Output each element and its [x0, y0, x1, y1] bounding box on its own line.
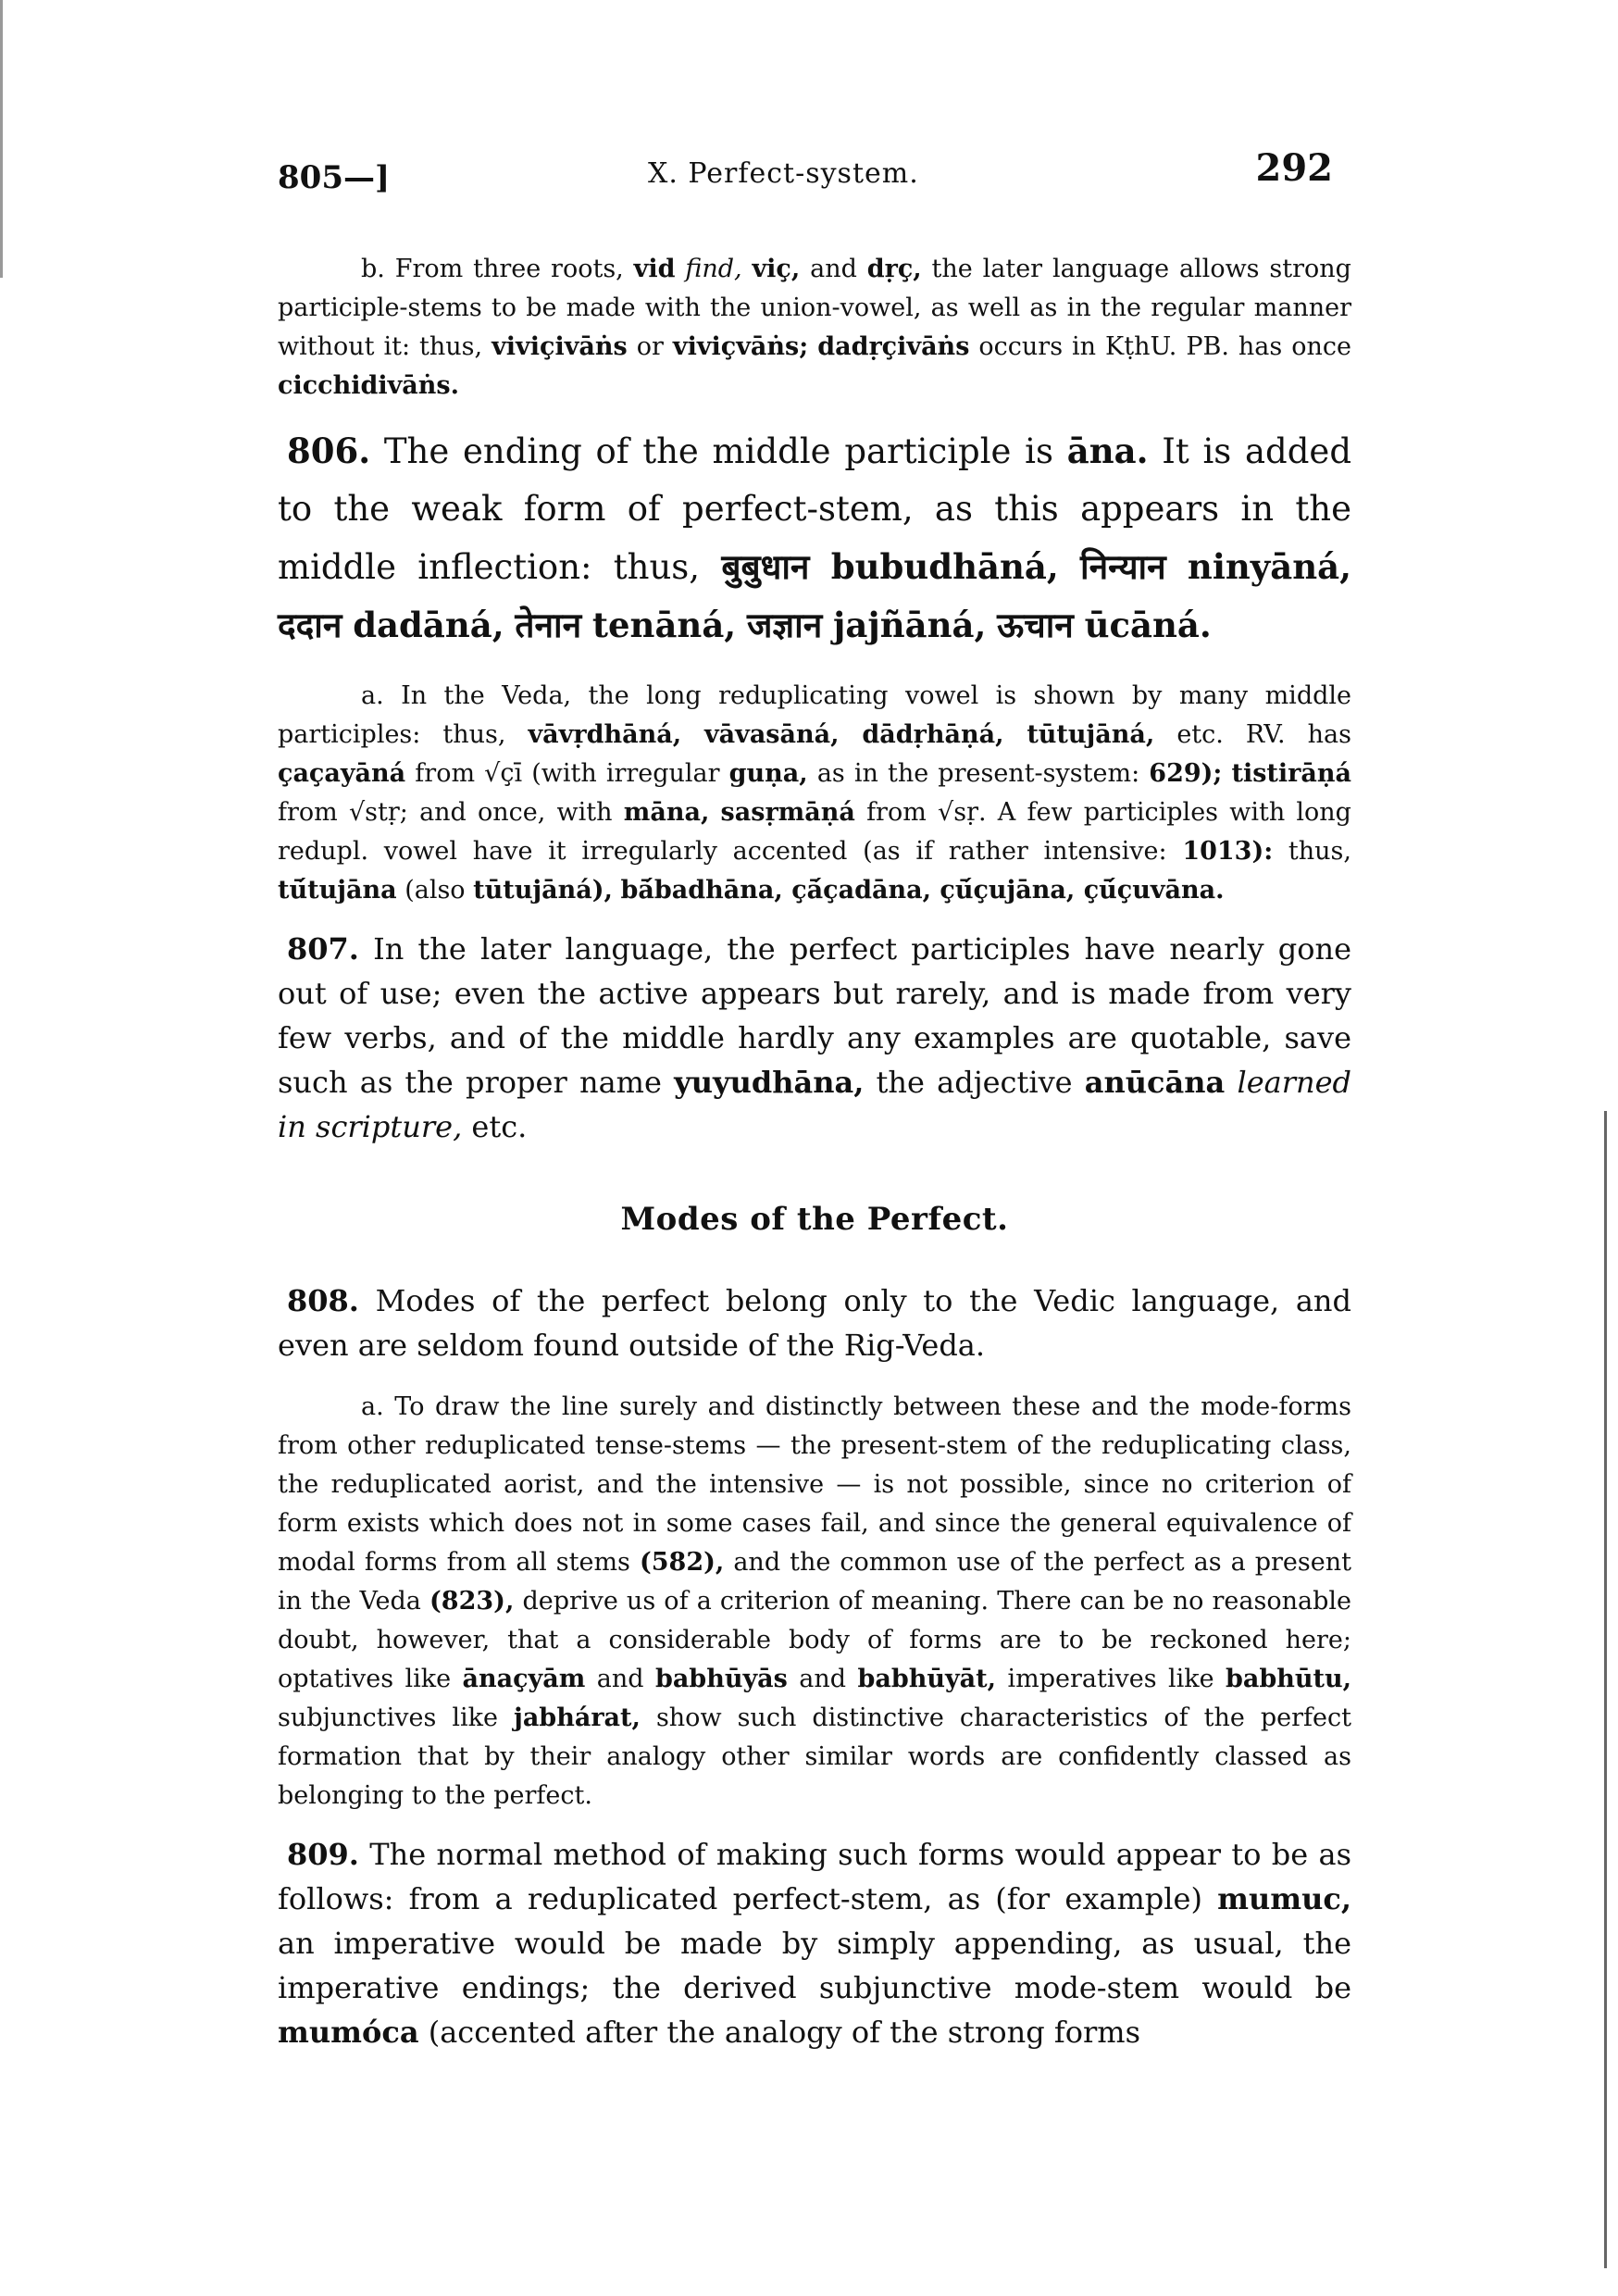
section-number: 809. [287, 1837, 359, 1872]
devanagari-word: जज्ञान [746, 605, 823, 645]
sanskrit-word: bubudhāná, [830, 546, 1059, 587]
sanskrit-word: dṛç, [866, 255, 922, 283]
page-number: 292 [1255, 146, 1333, 190]
paragraph-805b: b. From three roots, vid find, viç, and dṛç, the later language allows strong participle-stems to be made with the union-vowel, as well as in the regular manner without it: thus, viviçivāṅs or viviçvāṅs; dadṛçivāṅs occurs in KṭhU. PB. has once cicchidivāṅs. [278, 255, 1351, 400]
sanskrit-word: viç, [752, 255, 801, 283]
section-number: 808. [287, 1283, 359, 1318]
sanskrit-word: vāvṛdhāná, vāvasāná, dādṛhāṇá, tūtujāná, [528, 720, 1155, 749]
devanagari-word: निन्यान [1080, 547, 1166, 587]
cross-reference: (823), [429, 1587, 515, 1616]
item-letter: a. [361, 681, 384, 710]
paragraph-806a: a. In the Veda, the long reduplicating vowel is shown by many middle participles: thus, vāvṛdhāná, vāvasāná, dādṛhāṇá, tūtujāná, etc. RV. has çaçayāná from √çī (with irregular guṇa, as in the present-system: 629); tistirāṇá from √stṛ; and once, with māna, sasṛmāṇá from √sṛ. A few participles with long redupl. vowel have it irregularly accented (as if rather intensive: 1013): thus, tū́tujāna (also tūtujāná), bā́badhāna, çā́çadāna, çū́çujāna, çū́çuvāna. [278, 681, 1352, 905]
running-head [278, 139, 1351, 204]
sanskrit-word: ānaçyām [462, 1665, 586, 1693]
chapter-title: X. Perfect-system. [648, 157, 919, 190]
item-letter: b. [361, 255, 385, 283]
section-heading: Modes of the Perfect. [620, 1201, 1009, 1238]
sanskrit-word: viviçivāṅs [492, 332, 628, 361]
sanskrit-word: anūcāna [1084, 1065, 1226, 1100]
sanskrit-word: mumóca [278, 2015, 419, 2050]
item-letter: a. [361, 1392, 384, 1421]
sanskrit-word: tū́tujāna [278, 876, 397, 905]
devanagari-word: तेनान [515, 605, 582, 645]
sanskrit-word: guṇa, [728, 759, 808, 788]
sanskrit-word: babhūtu, [1226, 1665, 1352, 1693]
paragraph-808a: a. To draw the line surely and distinctly between these and the mode-forms from other reduplicated tense-stems — the present-stem of the reduplicating class, the reduplicated aorist, and the intensive — is not possible, since no criterion of form exists which does not in some cases fail, and since the general equivalence of modal forms from all stems (582), and the common use of the perfect as a present in the Veda (823), deprive us of a criterion of meaning. There can be no reasonable doubt, however, that a considerable body of forms are to be reckoned here; optatives like ānaçyām and babhūyās and babhūyāt, imperatives like babhūtu, subjunctives like jabhárat, show such distinctive characteristics of the perfect formation that by their analogy other similar words are confidently classed as belonging to the perfect. [278, 1392, 1352, 1810]
paragraph-806: 806. The ending of the middle participle is āna. It is added to the weak form of perfect-stem, as this appears in the middle inflection: thus, बुबुधान bubudhāná, निन्यान ninyāná, ददान dadāná, तेनान tenāná, जज्ञान jajñāná, ऊचान ūcāná. [278, 430, 1352, 645]
sanskrit-word: tistirāṇá [1231, 759, 1352, 788]
sanskrit-word: dadṛçivāṅs [817, 332, 970, 361]
sanskrit-word: çaçayāná [278, 759, 406, 788]
sanskrit-word: mumuc, [1217, 1881, 1352, 1916]
sanskrit-word: sasṛmāṇá [720, 798, 855, 827]
page-edge-left [0, 0, 3, 278]
sanskrit-word: āna. [1066, 430, 1149, 471]
sanskrit-word: dadāná, [353, 605, 504, 645]
book-page [278, 139, 1351, 2075]
sanskrit-word: ninyāná, [1187, 546, 1352, 587]
sanskrit-word: jajñāná, [833, 605, 987, 645]
sanskrit-word: jabhárat, [514, 1703, 641, 1732]
sanskrit-word: bā́badhāna, çā́çadāna, çū́çujāna, çū́çuvāna. [620, 876, 1225, 905]
cross-reference: (582), [639, 1548, 725, 1577]
cross-reference: 1013): [1182, 837, 1274, 866]
devanagari-word: ऊचान [997, 605, 1074, 645]
paragraph-808: 808. Modes of the perfect belong only to the Vedic language, and even are seldom found outside of the Rig-Veda. [278, 1283, 1351, 1363]
cross-reference: 629); [1149, 759, 1223, 788]
sanskrit-word: māna, [623, 798, 710, 827]
sanskrit-word: ūcāná. [1084, 605, 1212, 645]
section-number: 806. [287, 430, 371, 471]
devanagari-word: बुबुधान [721, 547, 810, 587]
devanagari-word: ददान [278, 605, 342, 645]
sanskrit-word: babhūyās [654, 1665, 788, 1693]
sanskrit-word: babhūyāt, [857, 1665, 997, 1693]
section-number: 807. [287, 931, 359, 967]
paragraph-807: 807. In the later language, the perfect participles have nearly gone out of use; even the active appears but rarely, and is made from very few verbs, and of the middle hardly any examples are quotable, save such as the proper name yuyudhāna, the adjective anūcāna learned in scripture, etc. [278, 931, 1352, 1144]
sanskrit-word: tūtujāná), [473, 876, 613, 905]
paragraph-809: 809. The normal method of making such forms would appear to be as follows: from a reduplicated perfect-stem, as (for example) mumuc, an imperative would be made by simply appending, as usual, the imperative endings; the derived subjunctive mode-stem would be mumóca (accented after the analogy of the strong forms [278, 1837, 1352, 2050]
sanskrit-word: tenāná, [591, 605, 737, 645]
gloss: learned in scripture, [278, 1065, 1352, 1144]
gloss: find, [685, 255, 742, 283]
sanskrit-word: viviçvāṅs; [672, 332, 809, 361]
section-range: 805—] [278, 159, 391, 196]
sanskrit-word: cicchidivāṅs. [278, 371, 460, 400]
sanskrit-word: vid [633, 255, 676, 283]
sanskrit-word: yuyudhāna, [674, 1065, 865, 1100]
page-edge-right [1604, 1111, 1607, 2268]
